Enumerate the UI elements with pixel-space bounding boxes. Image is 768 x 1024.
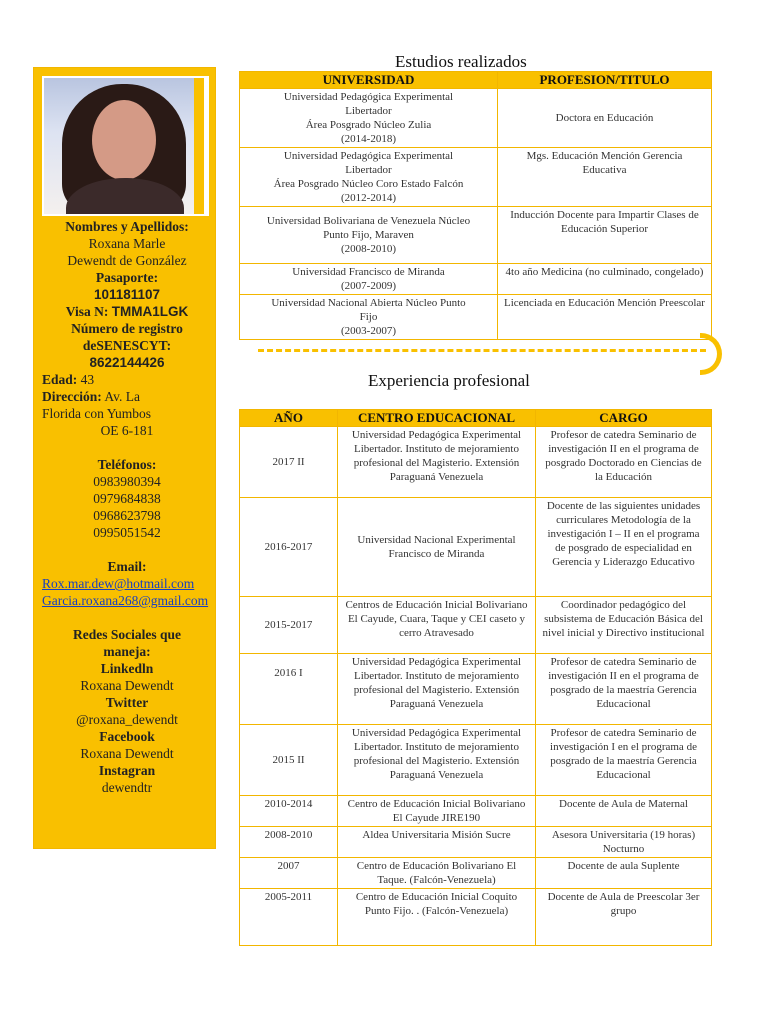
social-network: Twitter [105,695,149,710]
social-handle: @roxana_dewendt [76,712,178,727]
center-cell: Universidad Nacional Experimental Francisco de Miranda [338,498,536,597]
center-cell: Centro de Educación Inicial Coquito Punto Fijo. . (Falcón-Venezuela) [338,889,536,946]
table-row [240,498,712,597]
social-label: maneja: [103,644,151,659]
table-row [240,796,712,827]
social-network: Linkedln [100,661,154,676]
phones-label: Teléfonos: [97,457,157,472]
social-label: Redes Sociales que [73,627,181,642]
address-line: Av. La [104,389,140,404]
university-cell: Universidad Francisco de Miranda (2007-2009) [240,264,498,295]
university-cell: Universidad Nacional Abierta Núcleo Punto Fijo (2003-2007) [240,295,498,340]
address-line: Florida con Yumbos [42,406,151,421]
social-network: Instagran [98,763,156,778]
center-cell: Centros de Educación Inicial Bolivariano El Cayude, Cuara, Taque y CEI caseto y cerro Atravesado [338,597,536,654]
year-cell: 2017 II [240,427,338,498]
center-cell: Aldea Universitaria Misión Sucre [338,827,536,858]
center-cell: Universidad Pedagógica Experimental Libertador. Instituto de mejoramiento profesional del Magisterio. Extensión Paraguaná Venezuela [338,654,536,725]
table-row [240,295,712,340]
role-cell: Docente de Aula de Preescolar 3er grupo [536,889,712,946]
table-row [240,725,712,796]
social-network: Facebook [99,729,155,744]
role-cell: Docente de las siguientes unidades curriculares Metodología de la investigación I – II en el programa de posgrado de especialidad en Gerencia y Liderazgo Educativo [536,498,712,597]
visa-label: Visa N: [65,304,109,319]
email-label: Email: [107,559,147,574]
age-value: 43 [80,372,95,387]
column-header: UNIVERSIDAD [240,72,498,89]
year-cell: 2007 [240,858,338,889]
experience-table [239,409,712,946]
center-cell: Centro de Educación Bolivariano El Taque. (Falcón-Venezuela) [338,858,536,889]
title-cell: Doctora en Educación [498,89,712,148]
table-row [240,889,712,946]
email-link[interactable]: Rox.mar.dew@hotmail.com [42,576,195,591]
name-line: Dewendt de González [67,253,187,268]
passport-label: Pasaporte: [95,270,159,285]
social-handle: Roxana Dewendt [80,678,174,693]
role-cell: Profesor de catedra Seminario de investigación II en el programa de posgrado Doctorado en Ciencias de la Educación [536,427,712,498]
column-header: CARGO [536,410,712,427]
table-row [240,148,712,207]
title-cell: 4to año Medicina (no culminado, congelado) [498,264,712,295]
registry-label: Número de registro [71,321,183,336]
social-handle: Roxana Dewendt [80,746,174,761]
table-row [240,207,712,264]
age-label: Edad: [42,372,78,387]
profile-sidebar [33,67,216,849]
social-handle: dewendtr [101,780,153,795]
profile-photo-frame [42,76,209,216]
year-cell: 2015 II [240,725,338,796]
registry-value: 8622144426 [89,355,165,370]
role-cell: Docente de Aula de Maternal [536,796,712,827]
column-header: CENTRO EDUCACIONAL [338,410,536,427]
table-row [240,654,712,725]
divider-arc [700,333,722,375]
phone-number: 0995051542 [93,525,161,540]
studies-title: Estudios realizados [395,52,527,71]
registry-label: deSENESCYT: [82,338,172,353]
address-label: Dirección: [42,389,102,404]
profile-details [42,218,212,796]
role-cell: Profesor de catedra Seminario de investigación II en el programa de posgrado de la maestría Gerencia Educacional [536,654,712,725]
section-divider [258,349,706,352]
university-cell: Universidad Bolivariana de Venezuela Núcleo Punto Fijo, Maraven (2008-2010) [240,207,498,264]
role-cell: Asesora Universitaria (19 horas) Nocturno [536,827,712,858]
title-cell: Licenciada en Educación Mención Preescolar [498,295,712,340]
title-cell: Mgs. Educación Mención Gerencia Educativa [498,148,712,207]
university-cell: Universidad Pedagógica Experimental Libertador Área Posgrado Núcleo Coro Estado Falcón (2012-2014) [240,148,498,207]
table-row [240,827,712,858]
center-cell: Universidad Pedagógica Experimental Libertador. Instituto de mejoramiento profesional del Magisterio. Extensión Paraguaná Venezuela [338,725,536,796]
phone-number: 0983980394 [93,474,161,489]
phone-number: 0968623798 [93,508,161,523]
university-cell: Universidad Pedagógica Experimental Libertador Área Posgrado Núcleo Zulia (2014-2018) [240,89,498,148]
year-cell: 2008-2010 [240,827,338,858]
experience-title: Experiencia profesional [368,371,530,390]
address-line: OE 6-181 [100,423,154,438]
studies-table [239,71,712,340]
email-link[interactable]: Garcia.roxana268@gmail.com [42,593,209,608]
title-cell: Inducción Docente para Impartir Clases de Educación Superior [498,207,712,264]
year-cell: 2010-2014 [240,796,338,827]
table-row [240,858,712,889]
year-cell: 2005-2011 [240,889,338,946]
table-row [240,427,712,498]
year-cell: 2015-2017 [240,597,338,654]
column-header: AÑO [240,410,338,427]
table-row [240,597,712,654]
visa-value: TMMA1LGK [111,304,189,319]
phone-number: 0979684838 [93,491,161,506]
name-line: Roxana Marle [88,236,166,251]
table-row [240,264,712,295]
passport-value: 101181107 [93,287,161,302]
center-cell: Universidad Pedagógica Experimental Libertador. Instituto de mejoramiento profesional del Magisterio. Extensión Paraguaná Venezuela [338,427,536,498]
year-cell: 2016-2017 [240,498,338,597]
role-cell: Coordinador pedagógico del subsistema de Educación Básica del nivel inicial y Directivo institucional [536,597,712,654]
role-cell: Docente de aula Suplente [536,858,712,889]
year-cell: 2016 I [240,654,338,725]
profile-photo [44,78,204,214]
names-label: Nombres y Apellidos: [65,219,189,234]
table-row [240,89,712,148]
role-cell: Profesor de catedra Seminario de investigación I en el programa de posgrado de la maestría Gerencia Educacional [536,725,712,796]
center-cell: Centro de Educación Inicial Bolivariano El Cayude JIRE190 [338,796,536,827]
column-header: PROFESION/TITULO [498,72,712,89]
